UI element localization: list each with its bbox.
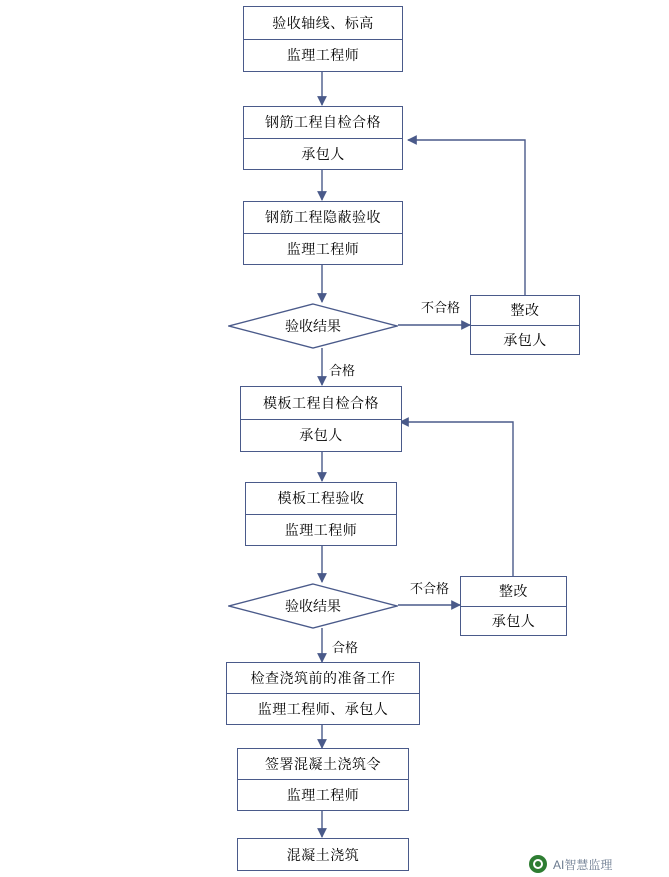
node-rectify-2[interactable] bbox=[460, 576, 567, 636]
decision-label: 验收结果 bbox=[285, 598, 341, 614]
node-role: 监理工程师 bbox=[286, 47, 360, 64]
node-role: 承包人 bbox=[491, 612, 536, 629]
node-title: 检查浇筑前的准备工作 bbox=[227, 663, 419, 694]
node-title: 混凝土浇筑 bbox=[286, 846, 360, 863]
node-role: 承包人 bbox=[503, 331, 547, 348]
node-role: 监理工程师、承包人 bbox=[257, 701, 389, 718]
node-role: 承包人 bbox=[301, 145, 345, 162]
node-title: 模板工程验收 bbox=[246, 483, 396, 515]
node-title: 验收轴线、标高 bbox=[244, 7, 402, 40]
node-check-pre-pour-preparation[interactable] bbox=[226, 662, 420, 725]
node-title: 整改 bbox=[471, 296, 579, 326]
node-formwork-acceptance[interactable] bbox=[245, 482, 397, 546]
watermark-text: AI智慧监理 bbox=[553, 857, 613, 872]
node-title: 签署混凝土浇筑令 bbox=[238, 749, 408, 780]
decision-acceptance-result-2[interactable] bbox=[228, 583, 398, 629]
node-title: 钢筋工程自检合格 bbox=[244, 107, 402, 139]
node-rectify-1[interactable] bbox=[470, 295, 580, 355]
node-accept-axis-elevation[interactable] bbox=[243, 6, 403, 72]
edge-label-fail-2: 不合格 bbox=[408, 578, 451, 597]
node-rebar-concealed-acceptance[interactable] bbox=[243, 201, 403, 265]
node-title: 钢筋工程隐蔽验收 bbox=[244, 202, 402, 234]
node-formwork-self-check[interactable] bbox=[240, 386, 402, 452]
node-role: 监理工程师 bbox=[286, 240, 360, 257]
watermark bbox=[529, 855, 612, 873]
node-title: 模板工程自检合格 bbox=[241, 387, 401, 420]
edge-label-pass-2: 合格 bbox=[330, 637, 360, 656]
node-rebar-self-check[interactable] bbox=[243, 106, 403, 170]
decision-label: 验收结果 bbox=[285, 318, 341, 334]
decision-acceptance-result-1[interactable] bbox=[228, 303, 398, 349]
node-role: 监理工程师 bbox=[284, 521, 358, 538]
node-concrete-pouring[interactable] bbox=[237, 838, 409, 871]
node-sign-pour-order[interactable] bbox=[237, 748, 409, 811]
node-role: 承包人 bbox=[299, 427, 343, 444]
node-role: 监理工程师 bbox=[286, 787, 360, 804]
edge-label-pass-1: 合格 bbox=[327, 360, 357, 379]
edge-label-fail-1: 不合格 bbox=[419, 297, 462, 316]
ai-logo-icon bbox=[529, 855, 547, 873]
node-title: 整改 bbox=[461, 577, 566, 607]
